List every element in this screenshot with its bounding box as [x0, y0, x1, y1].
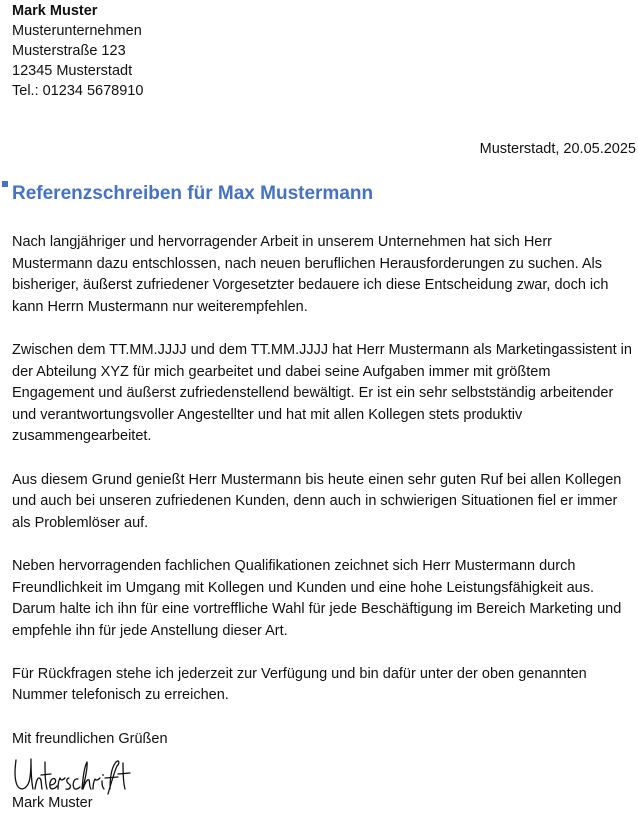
sender-phone: Tel.: 01234 5678910 [12, 83, 144, 99]
body-paragraph: Zwischen dem TT.MM.JJJJ und dem TT.MM.JJJJ hat Herr Mustermann als Marketingassistent in der Abteilung XYZ für mich gearbeitet und dabei seine Aufgaben immer mit größtem Engagement und äußerst zufriedenstellend bewältigt. Er ist ein sehr selbstständig arbeitender und verantwortungsvoller Angestellter und hat mit allen Kollegen stets produktiv zusammengearbeitet. [12, 341, 632, 445]
body-paragraph: Für Rückfragen stehe ich jederzeit zur Verfügung und bin dafür unter der oben genannten Nummer telefonisch zu erreichen. [12, 665, 587, 704]
signer-name: Mark Muster [12, 795, 93, 811]
sender-name: Mark Muster [12, 3, 98, 19]
sender-street: Musterstraße 123 [12, 43, 126, 59]
closing-phrase: Mit freundlichen Grüßen [12, 731, 168, 747]
body-paragraph: Nach langjähriger und hervorragender Arbeit in unserem Unternehmen hat sich Herr Mustermann dazu entschlossen, nach neuen beruflichen Herausforderungen zu suchen. Als bisheriger, äußerst zufriedener Vorgesetzter bedauere ich diese Entscheidung zwar, doch ich kann Herrn Mustermann nur weiterempfehlen. [12, 234, 609, 315]
sender-company: Musterunternehmen [12, 23, 142, 39]
place-and-date: Musterstadt, 20.05.2025 [479, 141, 636, 157]
letter-body [12, 232, 636, 729]
square-bullet-icon [2, 181, 8, 187]
sender-city: 12345 Musterstadt [12, 63, 133, 79]
body-paragraph: Aus diesem Grund genießt Herr Mustermann bis heute einen sehr guten Ruf bei allen Kollegen und auch bei unseren zufriedenen Kunden, denn auch in schwierigen Situationen fiel er immer als Problemlöser auf. [12, 471, 622, 531]
body-paragraph: Neben hervorragenden fachlichen Qualifikationen zeichnet sich Herr Mustermann durch Freundlichkeit im Umgang mit Kollegen und Kunden und eine hohe Leistungsfähigkeit aus. Darum halte ich ihn für eine vortreffliche Wahl für jede Beschäftigung im Bereich Marketing und empfehle ihn für jede Anstellung dieser Art. [12, 557, 622, 639]
letter-title: Referenzschreiben für Max Mustermann [12, 183, 374, 204]
handwritten-signature [12, 754, 134, 796]
sender-address-block [12, 1, 143, 101]
